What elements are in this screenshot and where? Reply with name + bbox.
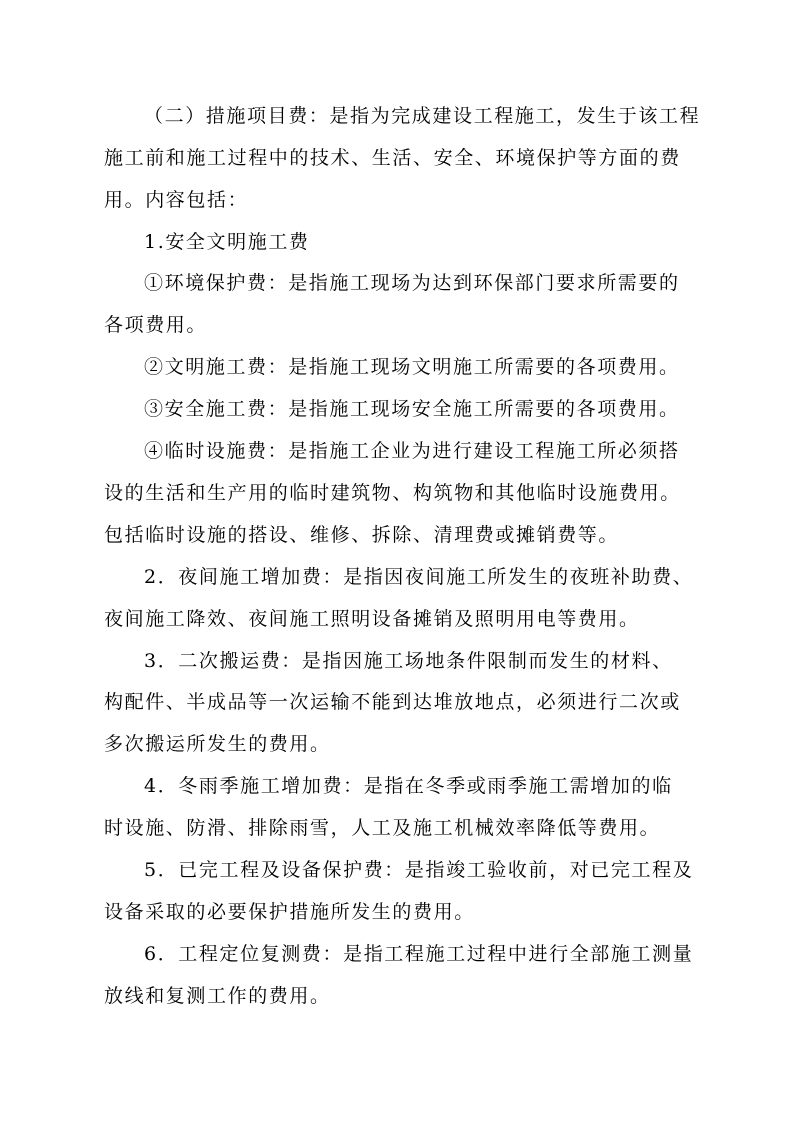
paragraph-line: 多次搬运所发生的费用。 — [104, 733, 331, 755]
paragraph-line: 时设施、防滑、排除雨雪，人工及施工机械效率降低等费用。 — [104, 817, 661, 839]
paragraph-line: 放线和复测工作的费用。 — [104, 985, 331, 1007]
paragraph-line: 设的生活和生产用的临时建筑物、构筑物和其他临时设施费用。 — [104, 482, 681, 504]
paragraph-line: 包括临时设施的搭设、维修、拆除、清理费或摊销费等。 — [104, 524, 620, 546]
paragraph-line: 构配件、半成品等一次运输不能到达堆放地点，必须进行二次或 — [104, 691, 681, 713]
paragraph-line: 夜间施工降效、夜间施工照明设备摊销及照明用电等费用。 — [104, 608, 640, 630]
section-heading: 1.安全文明施工费 — [144, 231, 310, 253]
paragraph-line: ①环境保护费：是指施工现场为达到环保部门要求所需要的 — [144, 272, 680, 294]
paragraph-line: 用。内容包括： — [104, 189, 249, 211]
paragraph-line: 5．已完工程及设备保护费：是指竣工验收前，对已完工程及 — [144, 859, 694, 881]
paragraph-line: 施工前和施工过程中的技术、生活、安全、环境保护等方面的费 — [104, 147, 681, 169]
paragraph-line: ②文明施工费：是指施工现场文明施工所需要的各项费用。 — [144, 356, 680, 378]
paragraph-line: 3．二次搬运费：是指因施工场地条件限制而发生的材料、 — [144, 650, 673, 672]
paragraph-line: ③安全施工费：是指施工现场安全施工所需要的各项费用。 — [144, 398, 680, 420]
paragraph-line: 6．工程定位复测费：是指工程施工过程中进行全部施工测量 — [144, 943, 694, 965]
paragraph-line: （二）措施项目费：是指为完成建设工程施工，发生于该工程 — [144, 105, 701, 127]
paragraph-line: 2．夜间施工增加费：是指因夜间施工所发生的夜班补助费、 — [144, 566, 694, 588]
paragraph-line: ④临时设施费：是指施工企业为进行建设工程施工所必须搭 — [144, 440, 680, 462]
paragraph-line: 4．冬雨季施工增加费：是指在冬季或雨季施工需增加的临 — [144, 775, 673, 797]
paragraph-line: 各项费用。 — [104, 314, 208, 336]
paragraph-line: 设备采取的必要保护措施所发生的费用。 — [104, 901, 475, 923]
